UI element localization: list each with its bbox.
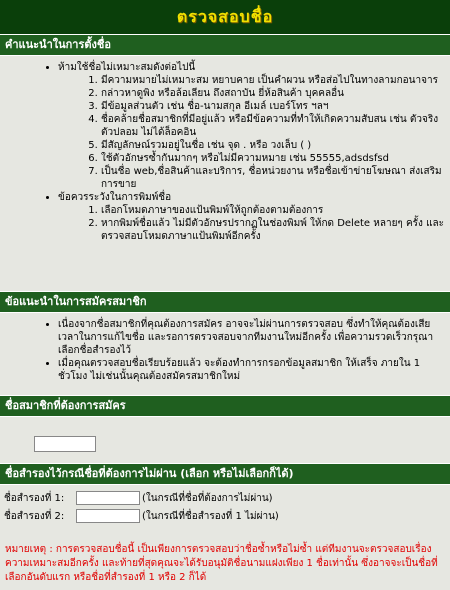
username-input[interactable] [34, 436, 96, 452]
list-item: • เมื่อคุณตรวจสอบชื่อเรียบร้อยแล้ว จะต้องทำการกรอกข้อมูลสมาชิก ให้เสร็จ ภายใน 1 ชั่วโมง ไม่เช่นนั้นคุณต้องสมัครสมาชิกใหม่ [58, 357, 450, 383]
list-item: 2. กล่าวหาดูพิง หรือล้อเลียน ถึงสถาบัน ยี่ห้อสินค้า บุคคลอื่น [101, 87, 450, 100]
caution-list [58, 204, 450, 243]
list-item: • เนื่องจากชื่อสมาชิกที่คุณต้องการสมัคร อาจจะไม่ผ่านการตรวจสอบ ซึ่งทำให้คุณต้องเสียเวลาในการแก้ไขชื่อ และรอการตรวจสอบจากทีมงานใหม่อีกครั้ง เพื่อความรวดเร็วกรุณาเลือกชื่อสำรองไว้ [58, 318, 450, 357]
list-item: 6. ใช้ตัวอักษรซ้ำกันมากๆ หรือไม่มีความหมาย เช่น 55555,adsdsfsd [101, 152, 450, 165]
list-item: 3. มีข้อมูลส่วนตัว เช่น ชื่อ-นามสกุล อีเมล์ เบอร์โทร ฯลฯ [101, 100, 450, 113]
section-signup-advice-title: ข้อแนะนำในการสมัครสมาชิก [0, 291, 450, 313]
alternate-name-2-input[interactable] [76, 509, 140, 523]
list-item: 5. มีสัญลักษณ์รวมอยู่ในชื่อ เช่น จุด . หรือ วงเล็บ ( ) [101, 139, 450, 152]
section-naming-advice-title: คำแนะนำในการตั้งชื่อ [0, 34, 450, 56]
section-alternate-names-title: ชื่อสำรองไว้กรณีชื่อที่ต้องการไม่ผ่าน (เลือก หรือไม่เลือกก็ได้) [0, 463, 450, 485]
section-naming-advice [0, 56, 450, 291]
list-item: 7. เป็นชื่อ web,ชื่อสินค้าและบริการ, ชื่อหน่วยงาน หรือชื่อเข้าข่ายโฆษณา ส่งเสริมการขาย [101, 165, 450, 191]
signup-advice-list [0, 318, 450, 383]
prohibited-list [58, 74, 450, 191]
naming-advice-list [0, 61, 450, 243]
section-alternate-names [0, 485, 450, 537]
remark-note: หมายเหตุ : การตรวจสอบชื่อนี้ เป็นเพียงการตรวจสอบว่าชื่อซ้ำหรือไม่ซ้ำ แต่ทีมงานจะตรวจสอบเรื่องความเหมาะสมอีกครั้ง และท้ายที่สุดคุณจะได้รับอนุมัติชื่อนามแฝงเพียง 1 ชื่อเท่านั้น ซึ่งอาจจะเป็นชื่อที่เลือกอันดับแรก หรือชื่อที่สำรองที่ 1 หรือ 2 ก็ได้ [5, 544, 438, 583]
page-title: ตรวจสอบชื่อ [176, 6, 274, 26]
list-item: 1. มีความหมายไม่เหมาะสม หยาบคาย เป็นคำผวน หรือส่อไปในทางลามกอนาจาร [101, 74, 450, 87]
alternate-name-1-row [4, 489, 450, 507]
caution-heading: • ข้อควรระวังในการพิมพ์ชื่อ 1. เลือกโหมดภาษาของแป้นพิมพ์ให้ถูกต้องตามต้องการ 2. หากพิมพ์ชื่อแล้ว ไม่มีตัวอักษรปรากฏในช่องพิมพ์ ให้กด Delete หลายๆ ครั้ง และตรวจสอบโหมดภาษาแป้นพิมพ์อีกครั้ง [58, 191, 450, 243]
section-signup-advice [0, 313, 450, 395]
alternate-name-2-hint: (ในกรณีที่ชื่อสำรองที่ 1 ไม่ผ่าน) [142, 510, 279, 522]
page-header [0, 0, 450, 34]
alternate-name-1-hint: (ในกรณีที่ชื่อที่ต้องการไม่ผ่าน) [142, 492, 273, 504]
alternate-name-2-row [4, 507, 450, 525]
section-username-title: ชื่อสมาชิกที่ต้องการสมัคร [0, 395, 450, 417]
alternate-name-2-label: ชื่อสำรองที่ 2: [4, 510, 65, 522]
prohibited-heading: • ห้ามใช้ชื่อไม่เหมาะสมดังต่อไปนี้ 1. มีความหมายไม่เหมาะสม หยาบคาย เป็นคำผวน หรือส่อไปในทางลามกอนาจาร 2. กล่าวหาดูพิง หรือล้อเลียน ถึงสถาบัน ยี่ห้อสินค้า บุคคลอื่น 3. มีข้อมูลส่วนตัว เช่น ชื่อ-นามสกุล อีเมล์ เบอร์โทร ฯลฯ 4. ชื่อคล้ายชื่อสมาชิกที่มีอยู่แล้ว หรือมีข้อความที่ทำให้เกิดความสับสน เช่น ตัวจริง ตัวปลอม ไม่ได้ล็อคอิน 5. มีสัญลักษณ์รวมอยู่ในชื่อ เช่น จุด . หรือ วงเล็บ ( ) 6. ใช้ตัวอักษรซ้ำกันมากๆ หรือไม่มีความหมาย เช่น 55555,adsdsfsd 7. เป็นชื่อ web,ชื่อสินค้าและบริการ, ชื่อหน่วยงาน หรือชื่อเข้าข่ายโฆษณา ส่งเสริมการขาย [58, 61, 450, 191]
alternate-name-1-input[interactable] [76, 491, 140, 505]
section-username [0, 417, 450, 463]
list-item: 1. เลือกโหมดภาษาของแป้นพิมพ์ให้ถูกต้องตามต้องการ [101, 204, 450, 217]
alternate-name-1-label: ชื่อสำรองที่ 1: [4, 492, 65, 504]
list-item: 2. หากพิมพ์ชื่อแล้ว ไม่มีตัวอักษรปรากฏในช่องพิมพ์ ให้กด Delete หลายๆ ครั้ง และตรวจสอบโหมดภาษาแป้นพิมพ์อีกครั้ง [101, 217, 450, 243]
list-item: 4. ชื่อคล้ายชื่อสมาชิกที่มีอยู่แล้ว หรือมีข้อความที่ทำให้เกิดความสับสน เช่น ตัวจริง ตัวปลอม ไม่ได้ล็อคอิน [101, 113, 450, 139]
